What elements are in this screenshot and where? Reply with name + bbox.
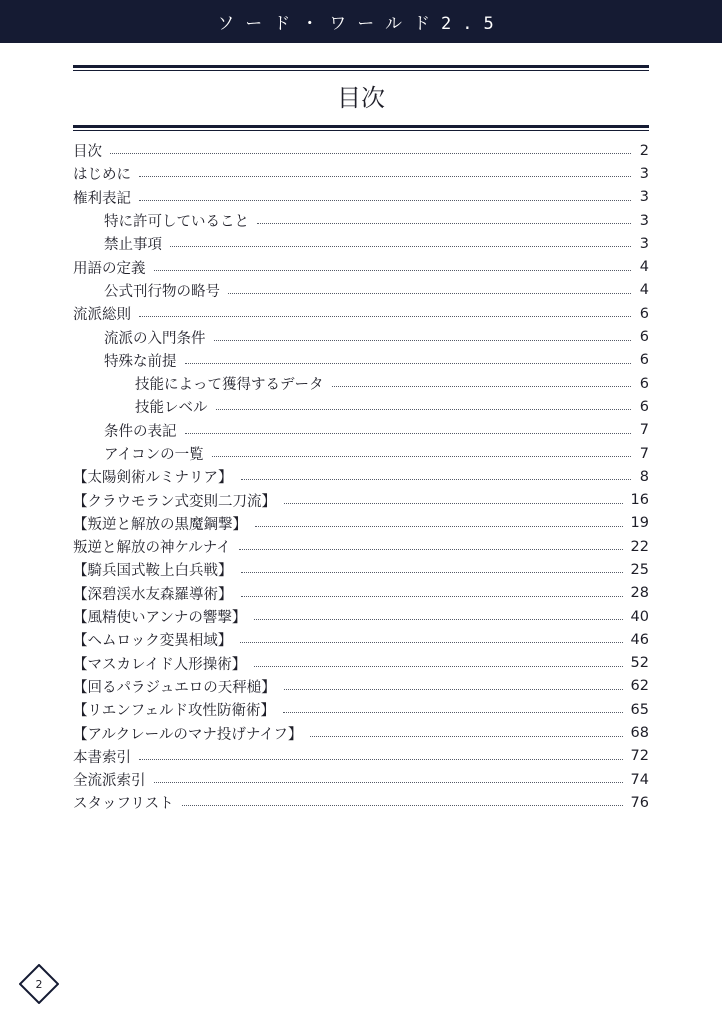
- toc-entry[interactable]: [73, 419, 649, 442]
- toc-entry[interactable]: [73, 162, 649, 185]
- toc-entry[interactable]: [73, 675, 649, 698]
- toc-entry-title: 目次: [73, 144, 102, 161]
- toc-entry-page: 2: [639, 142, 649, 159]
- toc-leader-dots: [240, 642, 622, 643]
- toc-leader-dots: [254, 666, 622, 667]
- toc-entry-page: 3: [639, 165, 649, 182]
- toc-entry[interactable]: [73, 558, 649, 581]
- toc-entry-page: 6: [639, 398, 649, 415]
- toc-entry-title: 全流派索引: [73, 773, 146, 790]
- toc-entry-page: 6: [639, 305, 649, 322]
- toc-entry[interactable]: [73, 512, 649, 535]
- toc-entry-title: 用語の定義: [73, 260, 146, 277]
- toc-entry[interactable]: [73, 535, 649, 558]
- toc-entry-page: 74: [630, 771, 649, 788]
- toc-entry-page: 46: [630, 631, 649, 648]
- page-title: 目次: [337, 84, 385, 112]
- toc-entry[interactable]: [73, 139, 649, 162]
- toc-entry[interactable]: [73, 465, 649, 488]
- toc-entry-title: 【騎兵国式鞍上白兵戦】: [73, 563, 233, 580]
- toc-leader-dots: [254, 619, 622, 620]
- toc-entry-page: 3: [639, 235, 649, 252]
- toc-entry[interactable]: [73, 628, 649, 651]
- toc-entry-title: はじめに: [73, 167, 131, 184]
- title-rule-bottom: [73, 125, 649, 131]
- toc-entry-title: 【アルクレールのマナ投げナイフ】: [73, 726, 303, 743]
- toc-leader-dots: [283, 712, 623, 713]
- toc-entry-page: 19: [630, 515, 649, 532]
- toc-entry-title: 【太陽剣術ルミナリア】: [73, 470, 233, 487]
- toc-entry-title: 技能レベル: [135, 400, 208, 417]
- toc-entry-page: 8: [639, 468, 649, 485]
- toc-entry-page: 40: [630, 608, 649, 625]
- toc-entry-title: 【回るパラジュエロの天秤槌】: [73, 679, 276, 696]
- toc-leader-dots: [228, 293, 631, 294]
- toc-entry-page: 28: [630, 585, 649, 602]
- toc-leader-dots: [310, 736, 622, 737]
- toc-entry[interactable]: [73, 325, 649, 348]
- toc-entry-title: 権利表記: [73, 190, 131, 207]
- toc-entry-title: 【ヘムロック変異相域】: [73, 633, 233, 650]
- toc-entry-page: 62: [630, 678, 649, 695]
- toc-leader-dots: [110, 153, 631, 154]
- toc-entry[interactable]: [73, 768, 649, 791]
- toc-leader-dots: [182, 805, 623, 806]
- toc-entry-title: 【クラウモラン式変則二刀流】: [73, 493, 276, 510]
- toc-entry-title: 【マスカレイド人形操術】: [73, 656, 247, 673]
- toc-leader-dots: [241, 572, 623, 573]
- toc-leader-dots: [154, 270, 632, 271]
- toc-entry-page: 72: [630, 748, 649, 765]
- toc-entry-page: 52: [630, 655, 649, 672]
- toc-entry-page: 22: [630, 538, 649, 555]
- toc-entry-title: 技能によって獲得するデータ: [135, 377, 324, 394]
- toc-leader-dots: [139, 176, 631, 177]
- toc-entry-page: 6: [639, 352, 649, 369]
- toc-entry[interactable]: [73, 652, 649, 675]
- header-title: ソード・ワールド2.5: [217, 14, 505, 34]
- toc-entry[interactable]: [73, 209, 649, 232]
- title-rule-top: [73, 65, 649, 71]
- toc-entry[interactable]: [73, 745, 649, 768]
- toc-leader-dots: [284, 503, 623, 504]
- toc-entry-title: 禁止事項: [104, 237, 162, 254]
- toc-entry-title: 本書索引: [73, 749, 131, 766]
- toc-entry-title: スタッフリスト: [73, 796, 174, 813]
- toc-entry[interactable]: [73, 698, 649, 721]
- toc-leader-dots: [255, 526, 623, 527]
- toc-leader-dots: [139, 759, 623, 760]
- toc-entry[interactable]: [73, 791, 649, 814]
- toc-entry-page: 68: [630, 725, 649, 742]
- toc-leader-dots: [241, 596, 623, 597]
- toc-entry-title: 叛逆と解放の神ケルナイ: [73, 540, 231, 557]
- toc-leader-dots: [139, 316, 631, 317]
- toc-leader-dots: [284, 689, 623, 690]
- toc-leader-dots: [214, 340, 632, 341]
- toc-entry-title: 【叛逆と解放の黒魔鋼撃】: [73, 516, 247, 533]
- toc-entry-page: 7: [639, 422, 649, 439]
- toc-leader-dots: [241, 479, 632, 480]
- page-header: [0, 0, 722, 43]
- toc-leader-dots: [139, 200, 631, 201]
- toc-entry-page: 7: [639, 445, 649, 462]
- toc-leader-dots: [185, 363, 632, 364]
- toc-leader-dots: [239, 549, 623, 550]
- toc-leader-dots: [154, 782, 623, 783]
- toc-entry-page: 25: [630, 561, 649, 578]
- toc-leader-dots: [332, 386, 632, 387]
- toc-entry-page: 3: [639, 189, 649, 206]
- table-of-contents: [73, 139, 649, 815]
- toc-entry[interactable]: [73, 349, 649, 372]
- toc-leader-dots: [212, 456, 631, 457]
- toc-entry-title: 公式刊行物の略号: [104, 283, 220, 300]
- page-number: 2: [35, 977, 43, 991]
- toc-entry[interactable]: [73, 372, 649, 395]
- toc-entry-page: 3: [639, 212, 649, 229]
- toc-entry[interactable]: [73, 442, 649, 465]
- toc-entry-page: 6: [639, 375, 649, 392]
- toc-entry-title: 条件の表記: [104, 423, 177, 440]
- toc-entry-page: 16: [630, 492, 649, 509]
- toc-entry[interactable]: [73, 186, 649, 209]
- toc-entry-title: アイコンの一覧: [104, 447, 204, 463]
- toc-entry-title: 【リエンフェルド攻性防衛術】: [73, 703, 275, 720]
- toc-entry[interactable]: [73, 255, 649, 278]
- toc-entry-title: 特殊な前提: [104, 353, 177, 370]
- toc-entry-page: 4: [639, 282, 649, 299]
- toc-entry[interactable]: [73, 605, 649, 628]
- toc-leader-dots: [257, 223, 631, 224]
- toc-leader-dots: [170, 246, 631, 247]
- toc-entry-title: 流派総則: [73, 307, 131, 324]
- toc-entry-title: 特に許可していること: [104, 214, 249, 231]
- toc-entry[interactable]: [73, 721, 649, 744]
- toc-entry[interactable]: [73, 395, 649, 418]
- toc-entry[interactable]: [73, 488, 649, 511]
- toc-leader-dots: [216, 409, 632, 410]
- toc-leader-dots: [185, 433, 632, 434]
- toc-entry-title: 【深碧渓水友森羅導術】: [73, 586, 233, 603]
- toc-entry-page: 76: [630, 794, 649, 811]
- toc-entry[interactable]: [73, 302, 649, 325]
- toc-entry[interactable]: [73, 279, 649, 302]
- toc-entry-page: 6: [639, 329, 649, 346]
- toc-entry-title: 【風精使いアンナの響撃】: [73, 610, 247, 627]
- toc-entry[interactable]: [73, 232, 649, 255]
- toc-entry-page: 65: [630, 701, 649, 718]
- toc-entry[interactable]: [73, 582, 649, 605]
- toc-entry-page: 4: [639, 259, 649, 276]
- toc-entry-title: 流派の入門条件: [104, 330, 206, 347]
